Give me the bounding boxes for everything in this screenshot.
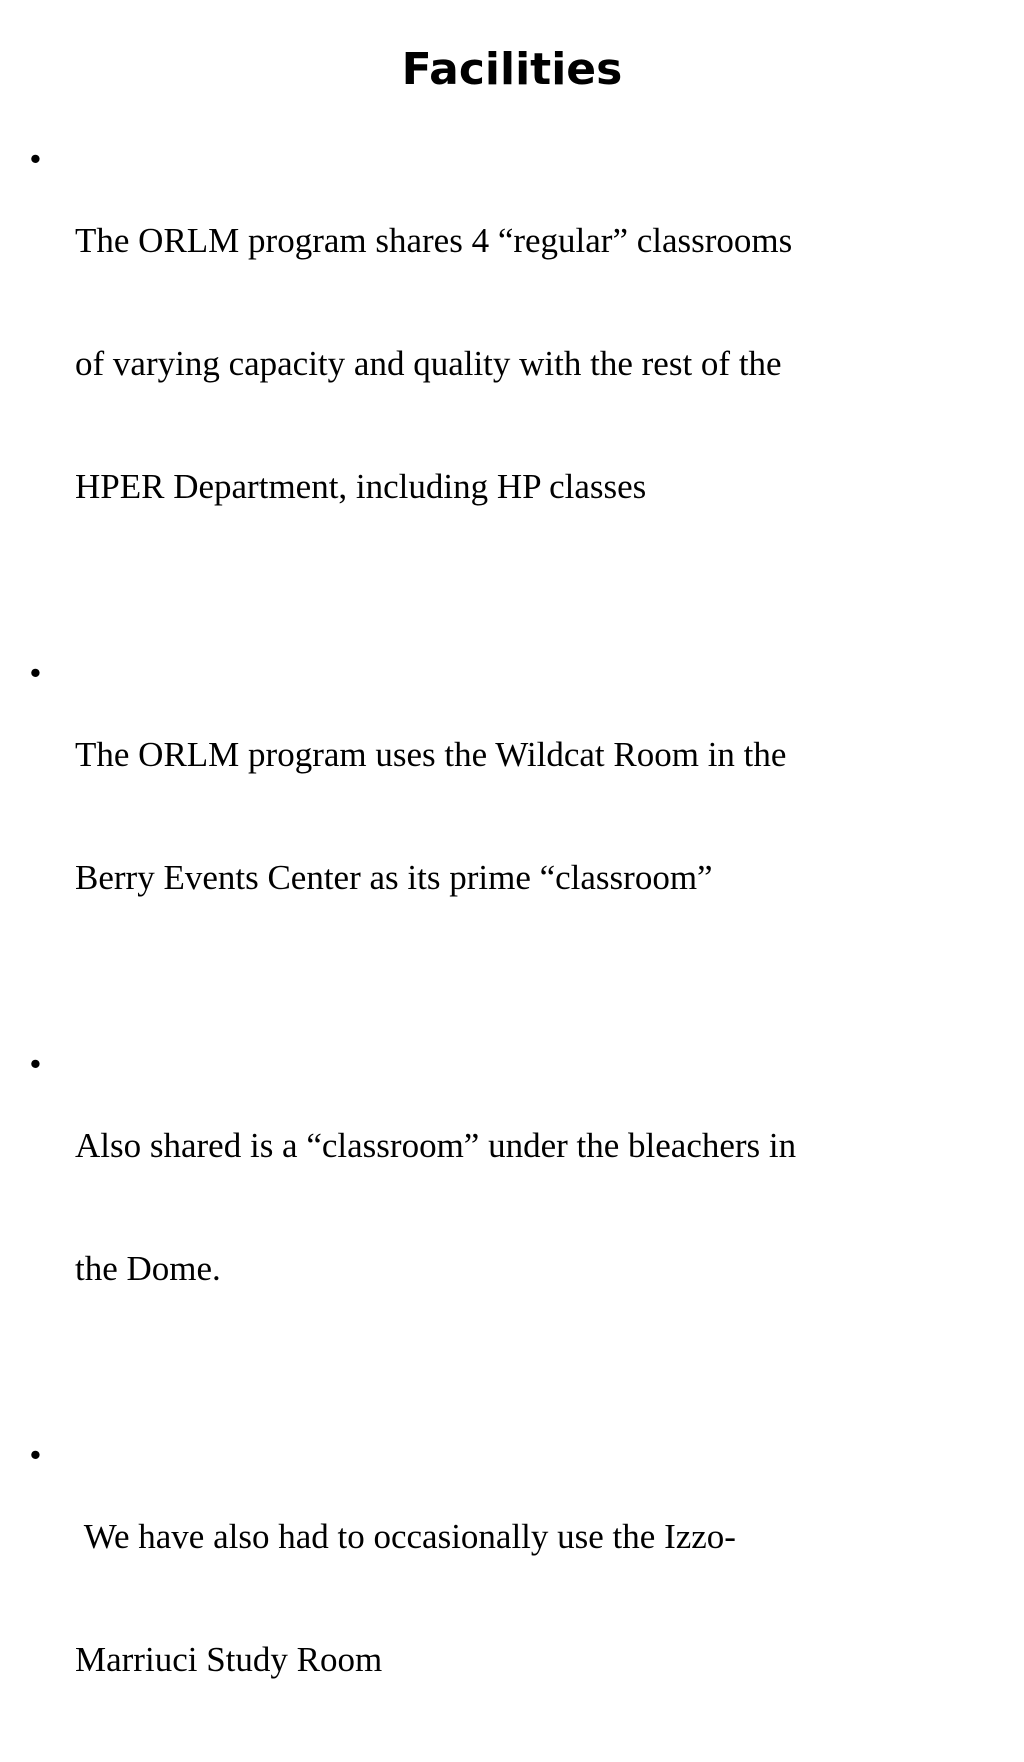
bullet-line: We have also had to occasionally use the Izzo- [75,1517,736,1556]
bullet-icon: • [30,141,41,176]
bullet-line: Berry Events Center as its prime “classroom” [75,858,713,897]
bullet-icon: • [30,655,41,690]
bullet-item-classrooms [30,138,980,589]
bullet-item-study-room [30,1434,980,1762]
bullet-icon: • [30,1046,41,1081]
bullet-item-wildcat-room [30,652,980,980]
slide-title: Facilities [401,44,623,95]
bullet-text [75,652,980,980]
bullet-text [75,1434,980,1762]
bullet-text [75,138,980,589]
bullet-line: The ORLM program uses the Wildcat Room in the [75,735,787,774]
bullet-line: HPER Department, including HP classes [75,467,647,506]
bullet-line: Also shared is a “classroom” under the bleachers in [75,1126,797,1165]
bullet-text [75,1043,980,1371]
bullet-line: of varying capacity and quality with the rest of the [75,344,782,383]
bullet-line: The ORLM program shares 4 “regular” classrooms [75,221,793,260]
bullet-icon: • [30,1437,41,1472]
bullet-line: Marriuci Study Room [75,1640,383,1679]
bullet-item-dome-classroom [30,1043,980,1371]
bullet-list [30,138,980,1762]
bullet-line: the Dome. [75,1249,221,1288]
